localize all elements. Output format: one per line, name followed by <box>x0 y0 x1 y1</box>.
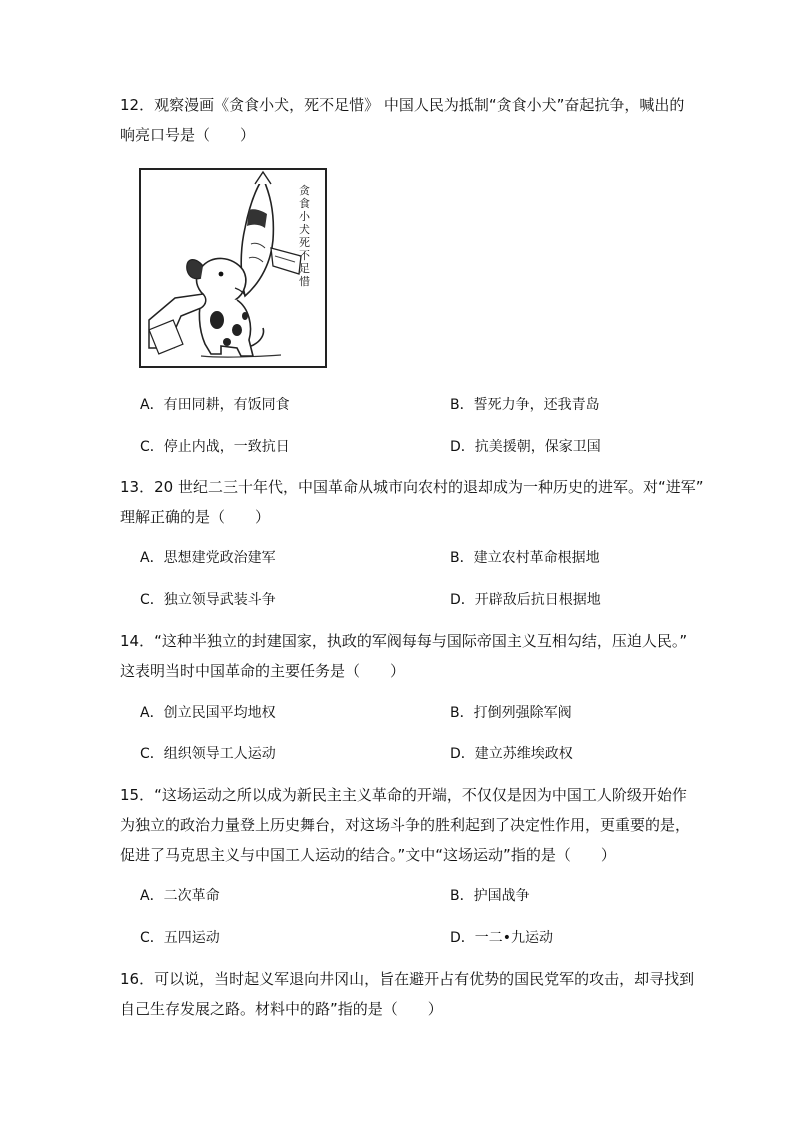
question-12-stem-line-1: 12．观察漫画《贪食小犬，死不足惜》 中国人民为抵制“贪食小犬”奋起抗争，喊出的 <box>120 96 685 114</box>
question-15-option-c[interactable]: C．五四运动 <box>140 930 220 946</box>
question-13-option-a[interactable]: A．思想建党政治建军 <box>140 550 276 566</box>
question-14-option-a[interactable]: A．创立民国平均地权 <box>140 705 276 721</box>
question-12-option-c[interactable]: C．停止内战，一致抗日 <box>140 439 290 455</box>
question-15-stem-line-1: 15．“这场运动之所以成为新民主主义革命的开端，不仅仅是因为中国工人阶级开始作 <box>120 786 687 804</box>
question-13-option-b[interactable]: B．建立农村革命根据地 <box>450 550 600 566</box>
question-14-stem-line-2: 这表明当时中国革命的主要任务是（ ） <box>120 662 406 680</box>
question-12-stem-line-2: 响亮口号是（ ） <box>120 126 256 144</box>
cartoon-caption: 贪食小犬死不足惜 <box>299 184 310 288</box>
question-13-stem-line-2: 理解正确的是（ ） <box>120 508 271 526</box>
question-14-option-b[interactable]: B．打倒列强除军阀 <box>450 705 572 721</box>
question-12-option-b[interactable]: B．誓死力争，还我青岛 <box>450 397 600 413</box>
question-16-stem-line-2: 自己生存发展之路。材料中的路”指的是（ ） <box>120 1000 443 1018</box>
question-14-option-c[interactable]: C．组织领导工人运动 <box>140 746 276 762</box>
question-15-option-a[interactable]: A．二次革命 <box>140 888 220 904</box>
question-14-option-d[interactable]: D．建立苏维埃政权 <box>450 746 573 762</box>
question-16-stem-line-1: 16．可以说，当时起义军退向井冈山，旨在避开占有优势的国民党军的攻击，却寻找到 <box>120 970 695 988</box>
question-13-option-c[interactable]: C．独立领导武装斗争 <box>140 592 276 608</box>
question-14-stem-line-1: 14．“这种半独立的封建国家，执政的军阀每每与国际帝国主义互相勾结，压迫人民。” <box>120 632 688 650</box>
cartoon-illustration <box>139 168 327 368</box>
question-15-option-d[interactable]: D．一二•九运动 <box>450 930 554 946</box>
question-15-stem-line-2: 为独立的政治力量登上历史舞台，对这场斗争的胜利起到了决定性作用，更重要的是， <box>120 816 691 834</box>
question-13-option-d[interactable]: D．开辟敌后抗日根据地 <box>450 592 601 608</box>
cartoon-drawing <box>141 170 325 366</box>
question-12-option-a[interactable]: A．有田同耕，有饭同食 <box>140 397 290 413</box>
question-15-option-b[interactable]: B．护国战争 <box>450 888 530 904</box>
question-13-stem-line-1: 13．20 世纪二三十年代，中国革命从城市向农村的退却成为一种历史的进军。对“进军” <box>120 478 704 496</box>
question-12-option-d[interactable]: D．抗美援朝，保家卫国 <box>450 439 601 455</box>
question-15-stem-line-3: 促进了马克思主义与中国工人运动的结合。”文中“这场运动”指的是（ ） <box>120 846 616 864</box>
